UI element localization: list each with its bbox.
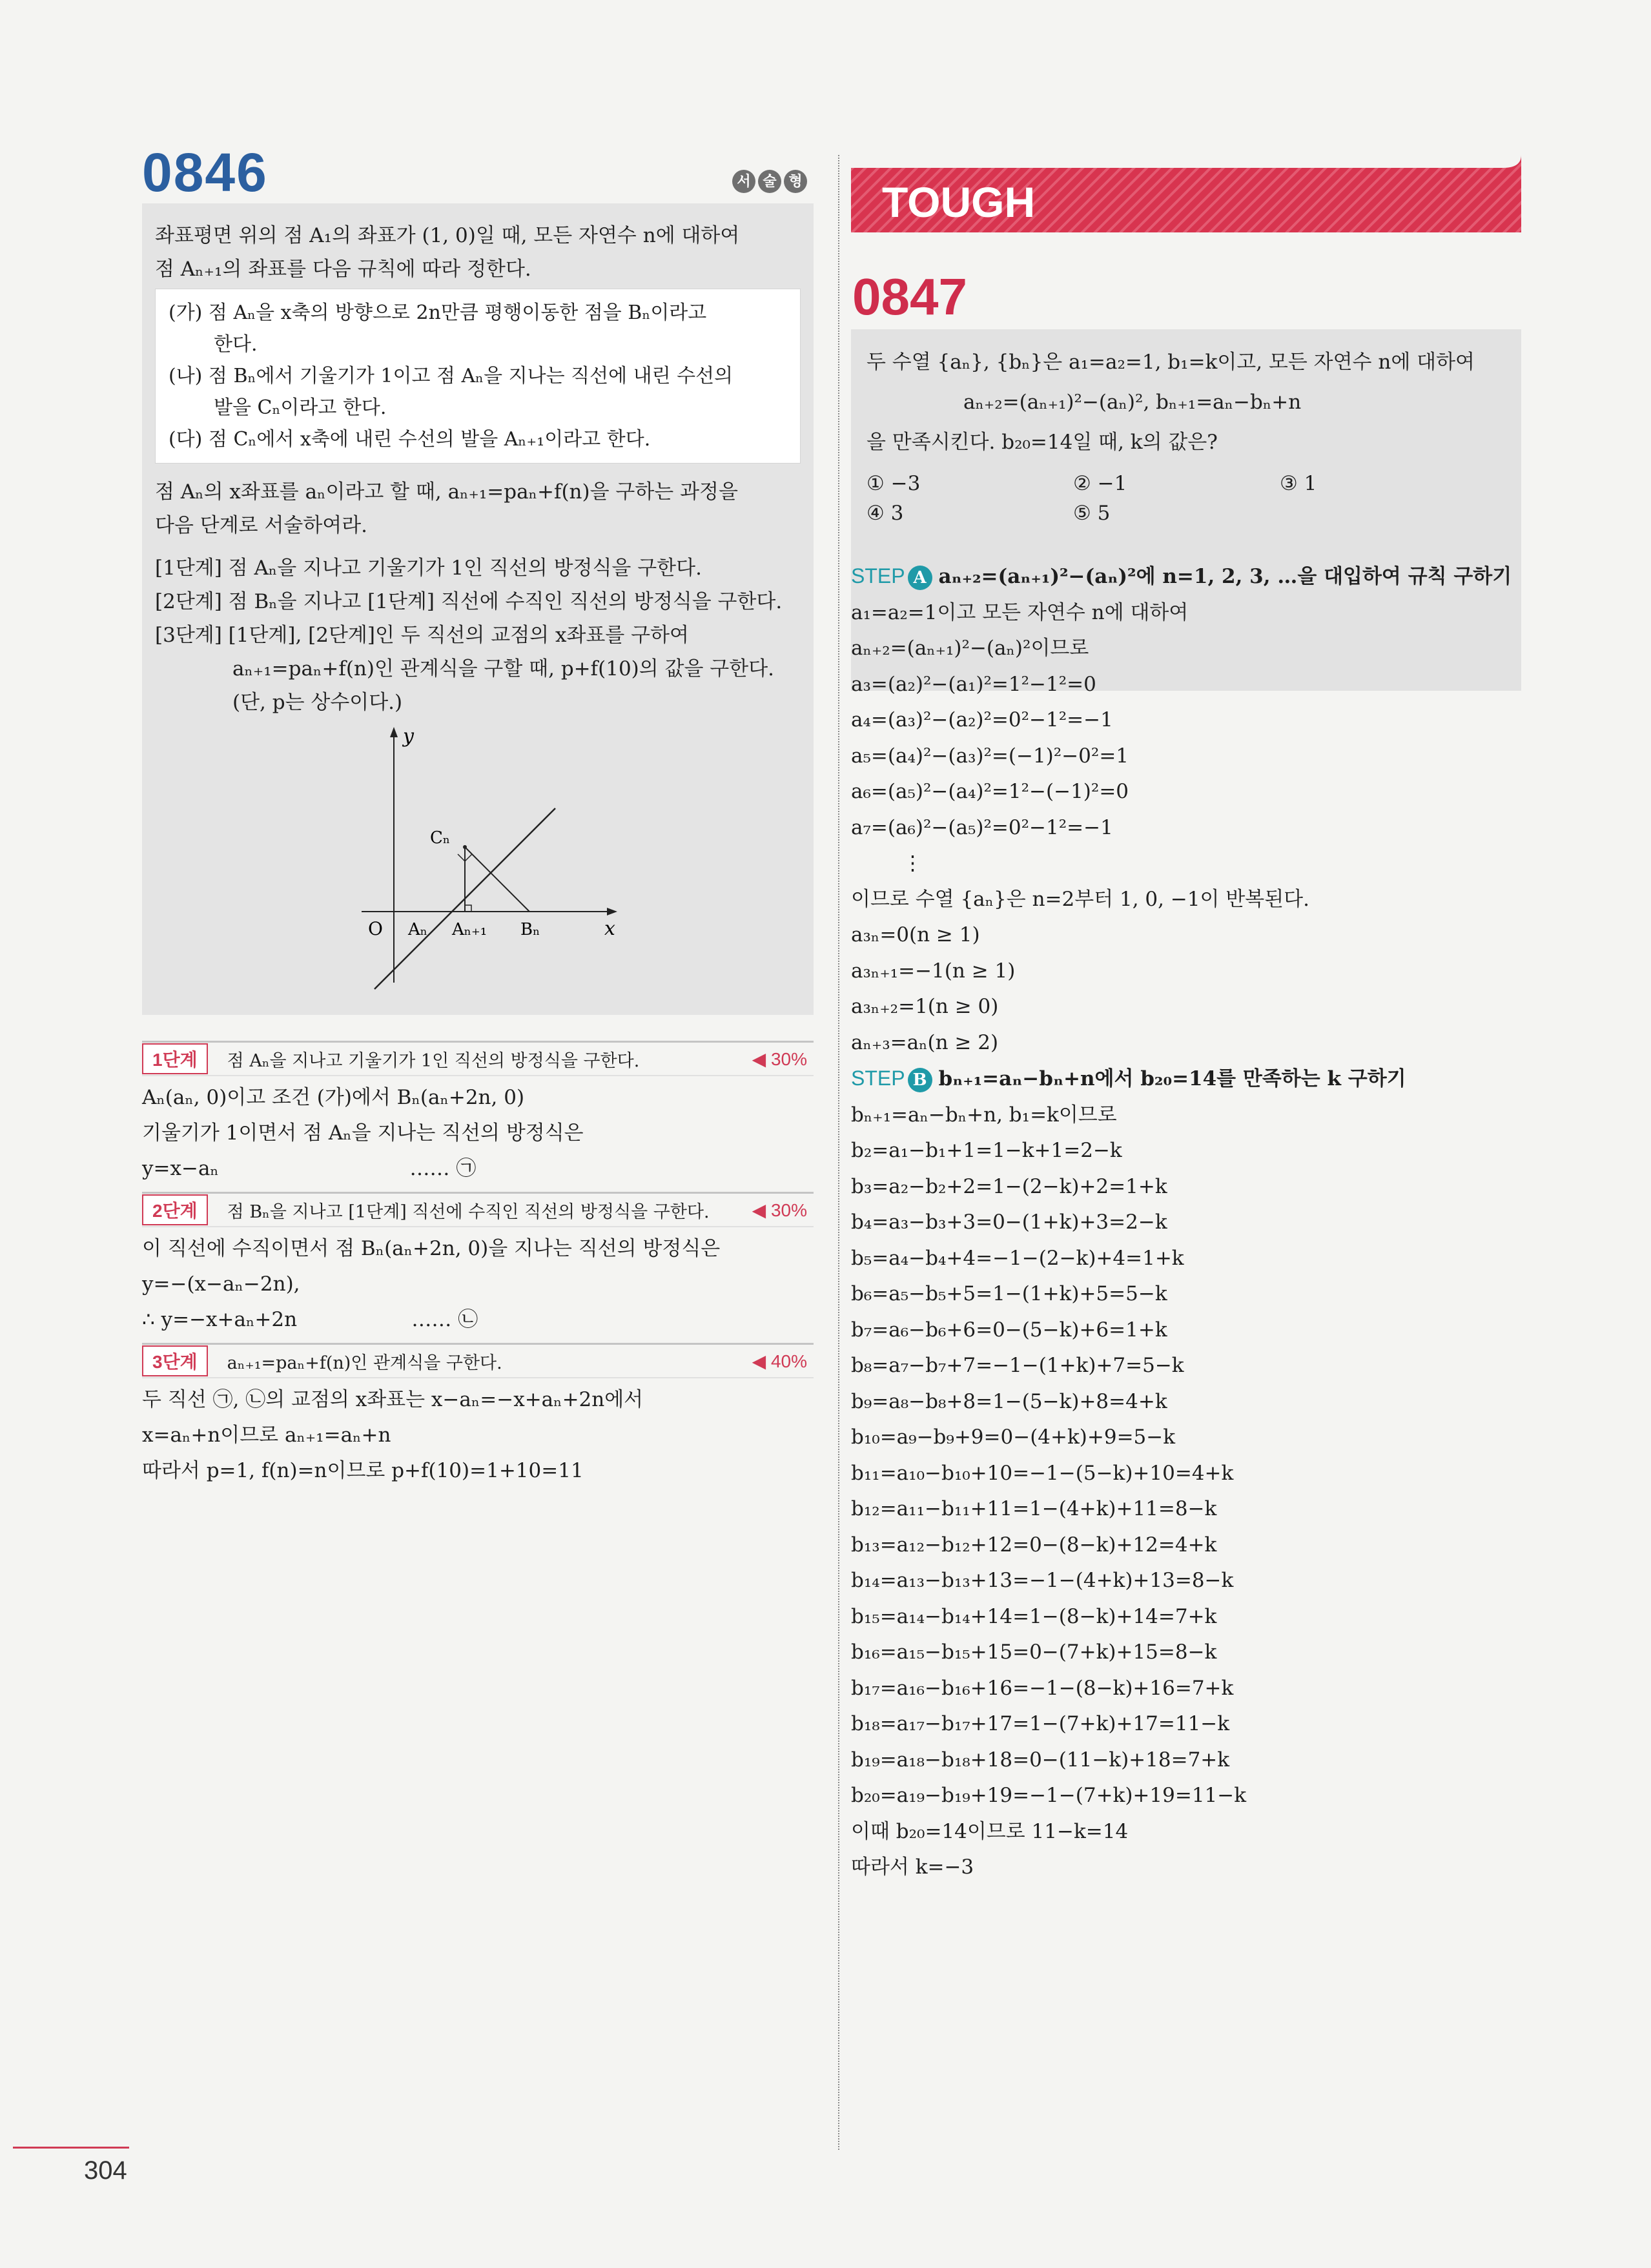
solution-line: bₙ₊₁=aₙ−bₙ+n, b₁=k이므로	[851, 1103, 1117, 1127]
solution-line: 이므로 수열 {aₙ}은 n=2부터 1, 0, −1이 반복된다.	[851, 887, 1309, 911]
step-a-icon: A	[908, 566, 932, 590]
stage-score: ◀ 40%	[752, 1351, 807, 1371]
intro-line: 좌표평면 위의 점 A₁의 좌표가 (1, 0)일 때, 모든 자연수 n에 대하여	[155, 224, 740, 247]
solution-line: aₙ₊₂=(aₙ₊₁)²−(aₙ)²이므로	[851, 637, 1089, 660]
solution	[851, 558, 1521, 1886]
solution-line: 따라서 p=1, f(n)=n이므로 p+f(10)=1+10=11	[142, 1459, 584, 1482]
solution-line: Aₙ(aₙ, 0)이고 조건 (가)에서 Bₙ(aₙ+2n, 0)	[142, 1086, 525, 1109]
solution-line: 이때 b₂₀=14이므로 11−k=14	[851, 1819, 1129, 1843]
solution-line: a₆=(a₅)²−(a₄)²=1²−(−1)²=0	[851, 780, 1129, 803]
solution-line: b₃=a₂−b₂+2=1−(2−k)+2=1+k	[851, 1174, 1167, 1198]
solution-line: b₁₅=a₁₄−b₁₄+14=1−(8−k)+14=7+k	[851, 1604, 1217, 1628]
solution-line: b₁₆=a₁₅−b₁₅+15=0−(7+k)+15=8−k	[851, 1640, 1217, 1664]
problem-0846	[142, 142, 814, 1489]
solution-line: b₅=a₄−b₄+4=−1−(2−k)+4=1+k	[851, 1246, 1184, 1270]
graph-label-y: y	[403, 725, 414, 748]
stage-2-bar	[142, 1192, 814, 1227]
solution-line: b₈=a₇−b₇+7=−1−(1+k)+7=5−k	[851, 1354, 1184, 1377]
choice-4[interactable]: ④ 3	[867, 502, 904, 525]
problem-number: 0847	[852, 268, 967, 325]
solution-line: b₁₄=a₁₃−b₁₃+13=−1−(4+k)+13=8−k	[851, 1569, 1234, 1592]
intro-line: 점 Aₙ₊₁의 좌표를 다음 규칙에 따라 정한다.	[155, 258, 531, 281]
choice-1[interactable]: ① −3	[867, 472, 921, 495]
solution-line: 기울기가 1이면서 점 Aₙ을 지나는 직선의 방정식은	[142, 1121, 584, 1145]
column-divider	[838, 155, 839, 2150]
x-axis-arrow	[607, 908, 617, 915]
stage-desc: 점 Bₙ을 지나고 [1단계] 직선에 수직인 직선의 방정식을 구한다.	[227, 1201, 710, 1222]
solution-line: a₃=(a₂)²−(a₁)²=1²−1²=0	[851, 672, 1096, 696]
solution-line: 따라서 k=−3	[851, 1855, 974, 1879]
step-title: bₙ₊₁=aₙ−bₙ+n에서 b₂₀=14를 만족하는 k 구하기	[938, 1067, 1406, 1090]
condition-line: 한다.	[214, 333, 258, 356]
step-b-heading	[851, 1061, 1521, 1098]
solution-line: y=−(x−aₙ−2n),	[142, 1272, 300, 1296]
badge-char: 서	[732, 170, 755, 193]
graph-label-a: Aₙ	[408, 920, 428, 939]
question-line: 점 Aₙ의 x좌표를 aₙ이라고 할 때, aₙ₊₁=paₙ+f(n)을 구하는 과정을	[155, 480, 738, 504]
solution-line: a₇=(a₆)²−(a₅)²=0²−1²=−1	[851, 815, 1113, 839]
solution-line: a₄=(a₃)²−(a₂)²=0²−1²=−1	[851, 708, 1113, 731]
stage-label: 2단계	[142, 1194, 208, 1225]
step-b-icon: B	[908, 1068, 932, 1092]
solution-line: b₁₃=a₁₂−b₁₂+12=0−(8−k)+12=4+k	[851, 1533, 1217, 1557]
solution-line: a₃ₙ=0(n ≥ 1)	[851, 923, 980, 946]
solution-line: 두 직선 ㉠, ㉡의 교점의 x좌표는 x−aₙ=−x+aₙ+2n에서	[142, 1388, 644, 1411]
graph-label-b: Bₙ	[520, 920, 540, 939]
condition-line: (다) 점 Cₙ에서 x축에 내린 수선의 발을 Aₙ₊₁이라고 한다.	[169, 428, 651, 451]
right-angle-mark-2	[465, 905, 471, 912]
stage-3-bar	[142, 1343, 814, 1378]
stage-desc: 점 Aₙ을 지나고 기울기가 1인 직선의 방정식을 구한다.	[227, 1050, 640, 1071]
choice-2[interactable]: ② −1	[1073, 472, 1127, 495]
solution-line: b₁₂=a₁₁−b₁₁+11=1−(4+k)+11=8−k	[851, 1497, 1217, 1520]
solution-line: a₃ₙ₊₁=−1(n ≥ 1)	[851, 959, 1016, 983]
solution-line: b₂=a₁−b₁+1=1−k+1=2−k	[851, 1139, 1122, 1162]
step-a-heading	[851, 558, 1521, 595]
page-number-rule	[13, 2147, 129, 2149]
solution-line: b₄=a₃−b₃+3=0−(1+k)+3=2−k	[851, 1211, 1167, 1234]
stage-score: ◀ 30%	[752, 1200, 807, 1220]
stage-2-solution	[142, 1231, 814, 1338]
stage-3-solution	[142, 1382, 814, 1489]
solution-line: b₆=a₅−b₅+5=1−(1+k)+5=5−k	[851, 1282, 1167, 1305]
perpendicular-line	[465, 847, 529, 912]
solution-line: b₁₀=a₉−b₉+9=0−(4+k)+9=5−k	[851, 1425, 1176, 1449]
stage-label: 3단계	[142, 1345, 208, 1376]
step-title: aₙ₊₂=(aₙ₊₁)²−(aₙ)²에 n=1, 2, 3, …을 대입하여 규칙 구하기	[938, 565, 1512, 588]
stage-1-solution	[142, 1080, 814, 1187]
stage-label: 1단계	[142, 1043, 208, 1074]
solution-line: a₁=a₂=1이고 모든 자연수 n에 대하여	[851, 600, 1189, 624]
solution-line: 이 직선에 수직이면서 점 Bₙ(aₙ+2n, 0)을 지나는 직선의 방정식은	[142, 1237, 721, 1260]
problem-line: 두 수열 {aₙ}, {bₙ}은 a₁=a₂=1, b₁=k이고, 모든 자연수 n에 대하여	[867, 351, 1475, 374]
graph-label-x: x	[604, 917, 615, 940]
graph-label-a1: Aₙ₊₁	[452, 920, 487, 939]
solution-line: x=aₙ+n이므로 aₙ₊₁=aₙ+n	[142, 1424, 391, 1447]
badge-char: 술	[758, 170, 781, 193]
step-line: [3단계] [1단계], [2단계]인 두 직선의 교점의 x좌표를 구하여	[155, 624, 689, 647]
solution-line: y=x−aₙ …… ㉠	[142, 1157, 477, 1180]
condition-line: 발을 Cₙ이라고 한다.	[214, 396, 387, 419]
tough-banner	[851, 155, 1521, 232]
problem-number: 0846	[142, 142, 268, 203]
vertical-ellipsis: ⋮	[903, 852, 923, 875]
solution-line: b₁₈=a₁₇−b₁₇+17=1−(7+k)+17=11−k	[851, 1712, 1230, 1735]
solution-line: b₁₉=a₁₈−b₁₈+18=0−(11−k)+18=7+k	[851, 1748, 1230, 1772]
question-line: 다음 단계로 서술하여라.	[155, 514, 368, 537]
solution-line: b₇=a₆−b₆+6=0−(5−k)+6=1+k	[851, 1318, 1167, 1342]
choice-3[interactable]: ③ 1	[1280, 472, 1317, 495]
step-line: aₙ₊₁=paₙ+f(n)인 관계식을 구할 때, p+f(10)의 값을 구한다.	[232, 657, 774, 680]
page-number: 304	[84, 2156, 127, 2185]
solution-line: b₁₁=a₁₀−b₁₀+10=−1−(5−k)+10=4+k	[851, 1461, 1234, 1485]
y-axis-arrow	[390, 727, 398, 737]
stage-score: ◀ 30%	[752, 1048, 807, 1069]
step-line: [2단계] 점 Bₙ을 지나고 [1단계] 직선에 수직인 직선의 방정식을 구한다.	[155, 590, 783, 613]
step-list	[155, 551, 801, 719]
answer-choices	[867, 469, 1506, 528]
condition-line: (나) 점 Bₙ에서 기울기가 1이고 점 Aₙ을 지나는 직선에 내린 수선의	[169, 365, 733, 387]
choice-5[interactable]: ⑤ 5	[1073, 502, 1111, 525]
solution-line: b₂₀=a₁₉−b₁₉+19=−1−(7+k)+19=11−k	[851, 1784, 1247, 1807]
solution-line: a₃ₙ₊₂=1(n ≥ 0)	[851, 995, 999, 1018]
problem-line: 을 만족시킨다. b₂₀=14일 때, k의 값은?	[867, 431, 1218, 454]
conditions-box	[155, 289, 801, 464]
point-c	[463, 845, 467, 849]
stage-1-bar	[142, 1041, 814, 1076]
step-line: [1단계] 점 Aₙ을 지나고 기울기가 1인 직선의 방정식을 구한다.	[155, 557, 702, 580]
step-line: (단, p는 상수이다.)	[232, 691, 403, 714]
solution-line: ∴ y=−x+aₙ+2n …… ㉡	[142, 1308, 478, 1331]
graph-label-origin: O	[368, 918, 383, 939]
solution-line: a₅=(a₄)²−(a₃)²=(−1)²−0²=1	[851, 744, 1129, 768]
problem-box	[142, 203, 814, 1015]
stage-desc: aₙ₊₁=paₙ+f(n)인 관계식을 구한다.	[227, 1353, 502, 1373]
coordinate-graph	[349, 724, 620, 996]
graph-label-c: Cₙ	[430, 828, 451, 848]
step-label: STEP	[851, 564, 905, 587]
condition-line: (가) 점 Aₙ을 x축의 방향으로 2n만큼 평행이동한 점을 Bₙ이라고	[169, 301, 707, 324]
problem-line: aₙ₊₂=(aₙ₊₁)²−(aₙ)², bₙ₊₁=aₙ−bₙ+n	[963, 391, 1302, 414]
banner-text: TOUGH	[882, 178, 1036, 226]
step-label: STEP	[851, 1067, 905, 1090]
solution-line: aₙ₊₃=aₙ(n ≥ 2)	[851, 1030, 999, 1054]
essay-badge	[732, 170, 807, 193]
solution-line: b₉=a₈−b₈+8=1−(5−k)+8=4+k	[851, 1389, 1167, 1413]
solution-line: b₁₇=a₁₆−b₁₆+16=−1−(8−k)+16=7+k	[851, 1676, 1234, 1700]
badge-char: 형	[784, 170, 807, 193]
